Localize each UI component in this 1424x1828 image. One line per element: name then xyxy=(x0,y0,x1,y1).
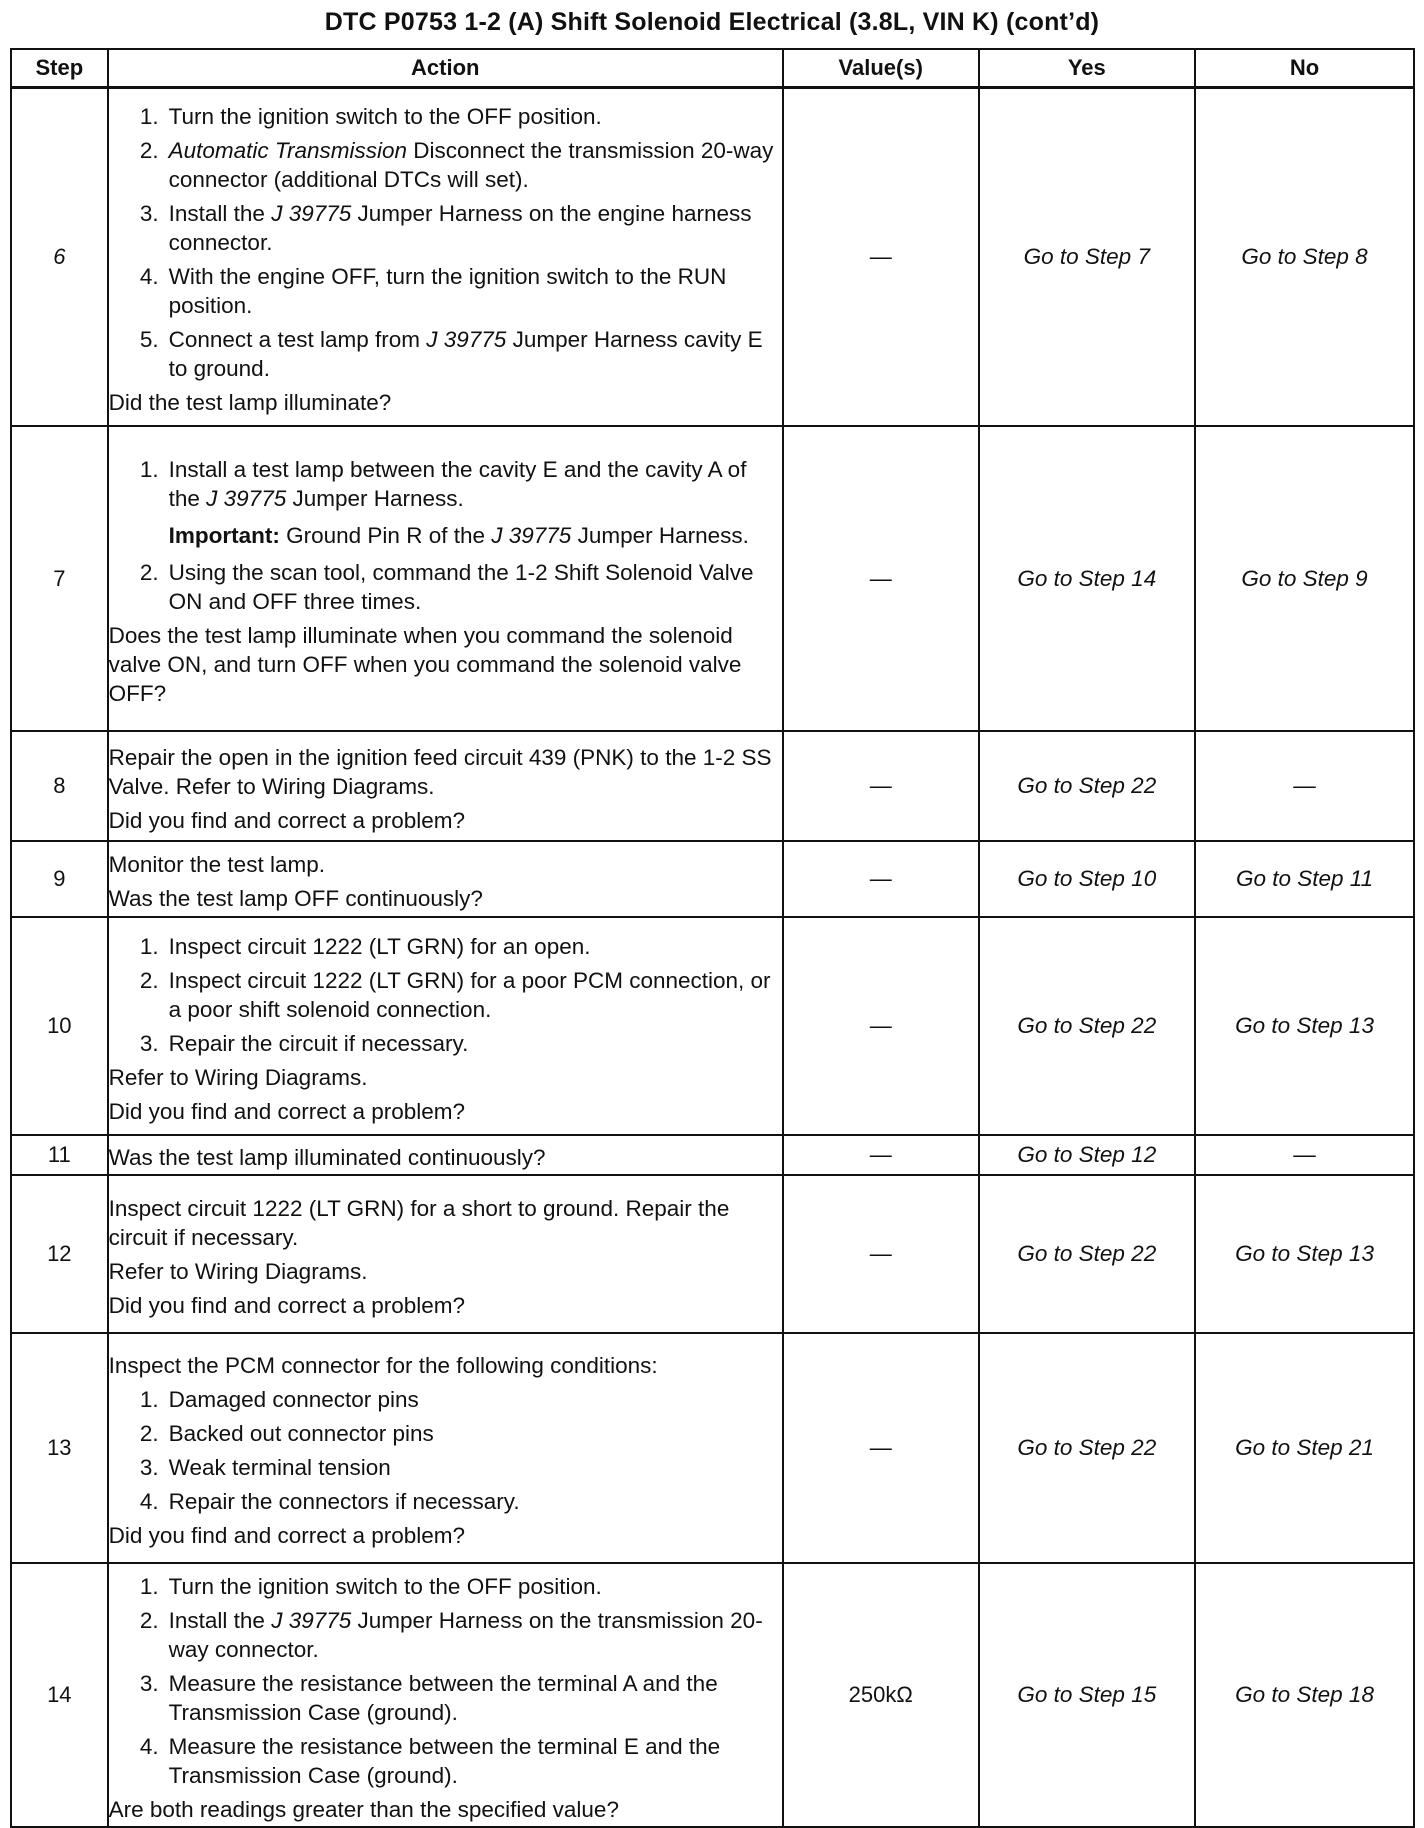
action-list-item xyxy=(109,136,782,194)
value-cell: — xyxy=(783,1175,979,1333)
no-cell: Go to Step 13 xyxy=(1195,917,1414,1135)
value-cell: — xyxy=(783,1135,979,1175)
list-text: Repair the connectors if necessary. xyxy=(168,1489,520,1514)
action-text: Inspect the PCM connector for the following conditions: xyxy=(108,1353,658,1378)
list-text: With the engine OFF, turn the ignition switch to the RUN position. xyxy=(168,264,727,318)
yes-cell: Go to Step 12 xyxy=(979,1135,1196,1175)
italic-text: J 39775 xyxy=(426,327,507,352)
table-row-step-8 xyxy=(11,731,1414,841)
value-cell: — xyxy=(783,731,979,841)
yes-cell: Go to Step 22 xyxy=(979,1175,1196,1333)
yes-cell: Go to Step 22 xyxy=(979,731,1196,841)
action-text: Monitor the test lamp. xyxy=(108,852,325,877)
table-row-step-10 xyxy=(11,917,1414,1135)
action-cell xyxy=(108,88,783,427)
list-number: 1. xyxy=(139,104,159,129)
list-text: Turn the ignition switch to the OFF position. xyxy=(168,1573,602,1599)
step-number: 8 xyxy=(11,731,108,841)
italic-text: J 39775 xyxy=(271,1607,352,1633)
table-header-row xyxy=(11,49,1414,88)
value-cell: 250kΩ xyxy=(783,1563,979,1827)
no-cell: Go to Step 18 xyxy=(1195,1563,1414,1827)
list-text: Backed out connector pins xyxy=(168,1421,434,1446)
value-cell: — xyxy=(783,917,979,1135)
list-number: 4. xyxy=(139,264,159,289)
table-row-step-13 xyxy=(11,1333,1414,1563)
list-text: Measure the resistance between the terminal A and the Transmission Case (ground). xyxy=(168,1670,718,1725)
action-list-item xyxy=(109,1487,782,1516)
no-cell: Go to Step 9 xyxy=(1195,426,1414,731)
no-cell: Go to Step 21 xyxy=(1195,1333,1414,1563)
action-text: Repair the open in the ignition feed circuit 439 (PNK) to the 1-2 SS Valve. Refer to Wiring Diagrams. xyxy=(108,744,772,799)
table-row-step-9 xyxy=(11,841,1414,917)
table-row-step-12 xyxy=(11,1175,1414,1333)
step-number: 9 xyxy=(11,841,108,917)
list-text: Install the J 39775 Jumper Harness on the transmission 20-way connector. xyxy=(168,1607,763,1662)
action-text: Refer to Wiring Diagrams. xyxy=(108,1064,368,1090)
action-question: Was the test lamp OFF continuously? xyxy=(108,886,483,911)
action-question: Does the test lamp illuminate when you command the solenoid valve ON, and turn OFF when you command the solenoid valve OFF? xyxy=(108,622,742,706)
action-question: Did you find and correct a problem? xyxy=(108,1292,466,1318)
action-list-item xyxy=(109,1732,782,1790)
italic-text: Automatic Transmission xyxy=(168,138,408,163)
step-number: 11 xyxy=(11,1135,108,1175)
table-row-step-11 xyxy=(11,1135,1414,1175)
action-list-item xyxy=(109,932,782,961)
list-text: Inspect circuit 1222 (LT GRN) for a poor PCM connection, or a poor shift solenoid connection. xyxy=(168,967,771,1022)
step-number: 7 xyxy=(11,426,108,731)
yes-cell: Go to Step 7 xyxy=(979,88,1196,427)
no-cell: Go to Step 13 xyxy=(1195,1175,1414,1333)
list-text: Automatic Transmission Disconnect the transmission 20-way connector (additional DTCs will set). xyxy=(168,138,774,192)
important-note: Important: Ground Pin R of the J 39775 Jumper Harness. xyxy=(168,522,749,548)
list-text: Using the scan tool, command the 1-2 Shift Solenoid Valve ON and OFF three times. xyxy=(168,559,754,614)
table-row-step-6 xyxy=(11,88,1414,427)
header-no: No xyxy=(1195,49,1414,88)
list-text: Measure the resistance between the terminal E and the Transmission Case (ground). xyxy=(168,1733,721,1788)
page-title: DTC P0753 1-2 (A) Shift Solenoid Electrical (3.8L, VIN K) (cont’d) xyxy=(324,8,1100,36)
yes-cell: Go to Step 10 xyxy=(979,841,1196,917)
list-number: 1. xyxy=(139,933,159,959)
no-cell: — xyxy=(1195,1135,1414,1175)
list-number: 2. xyxy=(139,138,159,163)
value-cell: — xyxy=(783,841,979,917)
value-cell: — xyxy=(783,1333,979,1563)
action-list-item xyxy=(109,1606,782,1664)
action-cell xyxy=(108,426,783,731)
list-text: Inspect circuit 1222 (LT GRN) for an open. xyxy=(168,933,591,959)
action-cell xyxy=(108,1333,783,1563)
list-number: 5. xyxy=(139,327,159,352)
action-question: Was the test lamp illuminated continuously? xyxy=(108,1145,546,1170)
list-number: 1. xyxy=(139,456,159,482)
action-question: Are both readings greater than the specified value? xyxy=(108,1796,619,1822)
action-question: Did you find and correct a problem? xyxy=(108,1098,466,1124)
italic-text: J 39775 xyxy=(491,522,572,548)
list-text: Damaged connector pins xyxy=(168,1387,419,1412)
italic-text: J 39775 xyxy=(206,485,287,511)
step-number: 14 xyxy=(11,1563,108,1827)
action-list-item xyxy=(109,1572,782,1601)
action-list-item xyxy=(109,455,782,513)
no-cell: — xyxy=(1195,731,1414,841)
action-list-item xyxy=(109,1419,782,1448)
list-number: 4. xyxy=(139,1489,159,1514)
list-number: 1. xyxy=(139,1573,159,1599)
action-list-item xyxy=(109,1453,782,1482)
yes-cell: Go to Step 22 xyxy=(979,917,1196,1135)
list-text: Weak terminal tension xyxy=(168,1455,391,1480)
diagnostic-table xyxy=(10,48,1415,1828)
action-list-item xyxy=(109,1385,782,1414)
step-number: 13 xyxy=(11,1333,108,1563)
list-number: 2. xyxy=(139,559,159,585)
table-row-step-14 xyxy=(11,1563,1414,1827)
list-number: 3. xyxy=(139,1455,159,1480)
action-list-item xyxy=(109,325,782,383)
value-cell: — xyxy=(783,426,979,731)
action-cell xyxy=(108,731,783,841)
yes-cell: Go to Step 22 xyxy=(979,1333,1196,1563)
list-number: 4. xyxy=(139,1733,159,1759)
action-question: Did you find and correct a problem? xyxy=(108,807,466,833)
header-yes: Yes xyxy=(979,49,1196,88)
list-number: 1. xyxy=(139,1387,159,1412)
action-cell xyxy=(108,1563,783,1827)
value-cell: — xyxy=(783,88,979,427)
list-text: Install a test lamp between the cavity E and the cavity A of the J 39775 Jumper Harness. xyxy=(168,456,747,511)
action-text: Inspect circuit 1222 (LT GRN) for a short to ground. Repair the circuit if necessary. xyxy=(108,1195,730,1250)
action-question: Did the test lamp illuminate? xyxy=(108,390,392,415)
list-text: Turn the ignition switch to the OFF position. xyxy=(168,104,602,129)
bold-text: Important: xyxy=(168,522,280,548)
action-list-item xyxy=(109,558,782,616)
list-number: 2. xyxy=(139,967,159,993)
action-list-item xyxy=(109,102,782,131)
header-value: Value(s) xyxy=(783,49,979,88)
list-text: Install the J 39775 Jumper Harness on the engine harness connector. xyxy=(168,201,752,255)
table-row-step-7 xyxy=(11,426,1414,731)
action-list-item xyxy=(109,1669,782,1727)
list-number: 2. xyxy=(139,1607,159,1633)
action-cell xyxy=(108,917,783,1135)
step-number: 10 xyxy=(11,917,108,1135)
action-list-item xyxy=(109,966,782,1024)
list-text: Repair the circuit if necessary. xyxy=(168,1030,469,1056)
header-action: Action xyxy=(108,49,783,88)
italic-text: J 39775 xyxy=(271,201,352,226)
no-cell: Go to Step 8 xyxy=(1195,88,1414,427)
action-cell xyxy=(108,1135,783,1175)
step-number: 12 xyxy=(11,1175,108,1333)
header-step: Step xyxy=(11,49,108,88)
yes-cell: Go to Step 14 xyxy=(979,426,1196,731)
action-list-item xyxy=(109,1029,782,1058)
list-number: 2. xyxy=(139,1421,159,1446)
action-text: Refer to Wiring Diagrams. xyxy=(108,1258,368,1284)
action-list-item xyxy=(109,262,782,320)
action-question: Did you find and correct a problem? xyxy=(108,1523,466,1548)
list-number: 3. xyxy=(139,1030,159,1056)
list-text: Connect a test lamp from J 39775 Jumper Harness cavity E to ground. xyxy=(168,327,763,381)
action-list-item xyxy=(109,199,782,257)
list-number: 3. xyxy=(139,1670,159,1696)
list-number: 3. xyxy=(139,201,159,226)
action-cell xyxy=(108,841,783,917)
no-cell: Go to Step 11 xyxy=(1195,841,1414,917)
action-cell xyxy=(108,1175,783,1333)
yes-cell: Go to Step 15 xyxy=(979,1563,1196,1827)
step-number: 6 xyxy=(11,88,108,427)
